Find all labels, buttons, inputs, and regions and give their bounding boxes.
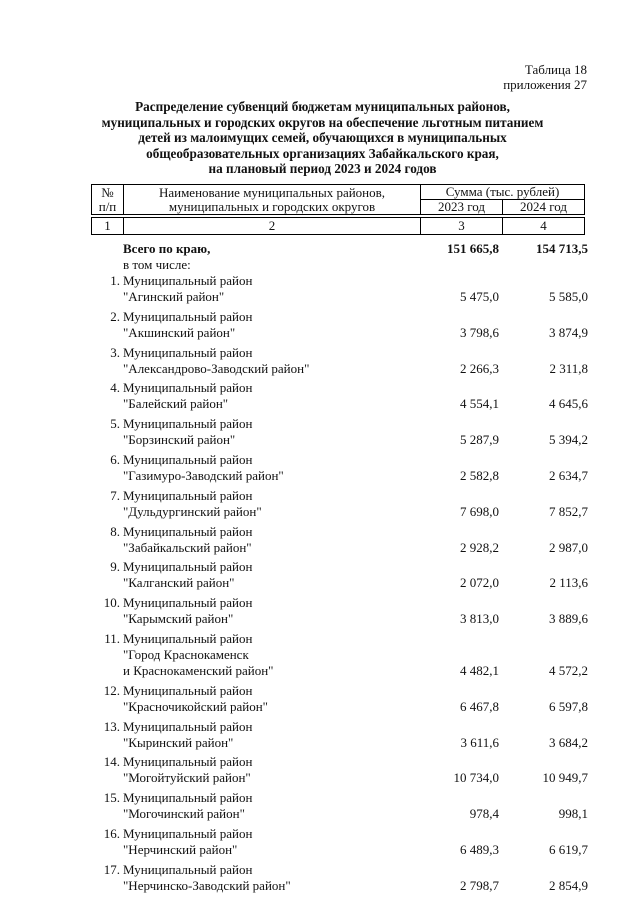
- row-number: 14.: [103, 754, 120, 770]
- table-row: [0, 683, 640, 715]
- row-number: 10.: [103, 595, 120, 611]
- table-row: [0, 754, 640, 786]
- row-number: 11.: [104, 630, 120, 646]
- table-row: [0, 416, 640, 448]
- value-2023: 2 582,8: [460, 467, 499, 483]
- row-name-line: Муниципальный район: [123, 416, 253, 432]
- row-name-line: Муниципальный район: [123, 344, 253, 360]
- value-2024: 4 572,2: [549, 662, 588, 678]
- row-name-line: "Могочинский район": [123, 806, 245, 822]
- row-name-line: "Газимуро-Заводский район": [123, 467, 284, 483]
- value-2024: 2 854,9: [549, 877, 588, 893]
- value-2024: 2 113,6: [549, 575, 588, 591]
- row-number: 12.: [103, 682, 120, 698]
- value-2024: 998,1: [558, 806, 588, 822]
- header-year-2024: 2024 год: [503, 200, 585, 215]
- row-name-line: и Краснокаменский район": [123, 662, 274, 678]
- value-2024: 2 311,8: [549, 360, 588, 376]
- row-name-line: Муниципальный район: [123, 825, 253, 841]
- value-2024: 4 645,6: [549, 396, 588, 412]
- row-name-line: "Нерчинский район": [123, 841, 238, 857]
- header-name: Наименование муниципальных районов, муниципальных и городских округов: [124, 185, 421, 215]
- row-name-line: "Борзинский район": [123, 432, 236, 448]
- value-2023: 2 928,2: [460, 539, 499, 555]
- row-number: 15.: [103, 790, 120, 806]
- row-number: 2.: [110, 308, 120, 324]
- table-row: [0, 273, 640, 305]
- value-2023: 7 698,0: [460, 503, 499, 519]
- table-row: [0, 452, 640, 484]
- value-2023: 2 798,7: [460, 877, 499, 893]
- header-sum: Сумма (тыс. рублей): [421, 185, 585, 200]
- row-name-line: Муниципальный район: [123, 682, 253, 698]
- value-2024: 10 949,7: [542, 770, 588, 786]
- value-2024: 3 684,2: [549, 734, 588, 750]
- value-2023: 3 611,6: [460, 734, 499, 750]
- title-line: детей из малоимущих семей, обучающихся в муниципальных: [138, 130, 507, 146]
- row-name-line: "Красночикойский район": [123, 698, 268, 714]
- value-2023: 6 489,3: [460, 841, 499, 857]
- row-name-line: "Забайкальский район": [123, 539, 252, 555]
- value-2023: 10 734,0: [453, 770, 499, 786]
- value-2023: 3 798,6: [460, 324, 499, 340]
- row-number: 6.: [110, 451, 120, 467]
- row-number: 3.: [110, 344, 120, 360]
- value-2023: 4 554,1: [460, 396, 499, 412]
- row-name-line: Муниципальный район: [123, 790, 253, 806]
- table-header: [91, 184, 585, 235]
- value-2024: 5 585,0: [549, 289, 588, 304]
- title-line: общеобразовательных организациях Забайкальского края,: [146, 145, 499, 161]
- table-row: [0, 488, 640, 520]
- row-number: 16.: [103, 825, 120, 841]
- table-number: Таблица 18: [524, 62, 587, 77]
- column-number-4: 4: [503, 218, 585, 235]
- row-name-line: "Александрово-Заводский район": [123, 360, 310, 376]
- value-2024: 3 874,9: [549, 324, 588, 340]
- value-2024: 6 597,8: [549, 698, 588, 714]
- value-2023: 6 467,8: [460, 698, 499, 714]
- column-number-1: 1: [92, 218, 124, 235]
- column-number-3: 3: [421, 218, 503, 235]
- table-reference: [503, 62, 587, 92]
- value-2023: 2 072,0: [460, 575, 499, 591]
- row-name-line: Муниципальный район: [123, 523, 253, 539]
- value-2023: 4 482,1: [460, 662, 499, 678]
- row-name-line: Муниципальный район: [123, 754, 253, 770]
- title-line: муниципальных и городских округов на обеспечение льготным питанием: [101, 114, 544, 130]
- row-name-line: "Город Краснокаменск: [123, 646, 249, 662]
- total-2023: 151 665,8: [447, 241, 499, 256]
- row-number: 5.: [110, 416, 120, 432]
- value-2024: 2 987,0: [549, 539, 588, 555]
- document-title: [95, 99, 550, 177]
- total-row: [0, 241, 640, 273]
- row-name-line: "Кыринский район": [123, 734, 234, 750]
- total-label: Всего по краю,: [123, 241, 211, 256]
- row-name-line: "Нерчинско-Заводский район": [123, 877, 291, 893]
- header-number: № п/п: [92, 185, 124, 215]
- including-label: в том числе:: [123, 257, 191, 272]
- row-name-line: Муниципальный район: [123, 861, 253, 877]
- value-2023: 3 813,0: [460, 611, 499, 627]
- row-number: 13.: [103, 718, 120, 734]
- table-row: [0, 345, 640, 377]
- table-row: [0, 595, 640, 627]
- row-name-line: Муниципальный район: [123, 630, 253, 646]
- row-name-line: "Калганский район": [123, 575, 235, 591]
- value-2024: 5 394,2: [549, 432, 588, 448]
- row-name-line: "Дульдургинский район": [123, 503, 262, 519]
- row-number: 1.: [110, 273, 120, 288]
- value-2024: 3 889,6: [549, 611, 588, 627]
- value-2023: 978,4: [469, 806, 499, 822]
- value-2024: 2 634,7: [549, 467, 588, 483]
- row-name-line: Муниципальный район: [123, 487, 253, 503]
- value-2024: 7 852,7: [549, 503, 588, 519]
- total-2024: 154 713,5: [536, 241, 588, 256]
- row-name-line: Муниципальный район: [123, 595, 253, 611]
- table-body: [0, 241, 640, 898]
- row-number: 9.: [110, 559, 120, 575]
- table-row: [0, 719, 640, 751]
- table-row: [0, 559, 640, 591]
- table-row: [0, 631, 640, 679]
- row-name-line: Муниципальный район: [123, 718, 253, 734]
- row-name-line: Муниципальный район: [123, 273, 253, 288]
- table-row: [0, 524, 640, 556]
- row-name-line: "Карымский район": [123, 611, 234, 627]
- row-name-line: "Могойтуйский район": [123, 770, 251, 786]
- row-name-line: "Агинский район": [123, 289, 225, 304]
- row-name-line: Муниципальный район: [123, 451, 253, 467]
- value-2023: 2 266,3: [460, 360, 499, 376]
- column-number-2: 2: [124, 218, 421, 235]
- row-name-line: "Балейский район": [123, 396, 229, 412]
- row-name-line: Муниципальный район: [123, 308, 253, 324]
- table-row: [0, 380, 640, 412]
- row-number: 4.: [110, 380, 120, 396]
- value-2024: 6 619,7: [549, 841, 588, 857]
- title-line: Распределение субвенций бюджетам муниципальных районов,: [135, 99, 510, 114]
- table-row: [0, 862, 640, 894]
- title-line: на плановый период 2023 и 2024 годов: [208, 161, 437, 177]
- row-name-line: "Акшинский район": [123, 324, 236, 340]
- table-row: [0, 790, 640, 822]
- table-row: [0, 309, 640, 341]
- header-year-2023: 2023 год: [421, 200, 503, 215]
- row-name-line: Муниципальный район: [123, 380, 253, 396]
- table-row: [0, 826, 640, 858]
- appendix-number: приложения 27: [503, 77, 587, 92]
- value-2023: 5 287,9: [460, 432, 499, 448]
- value-2023: 5 475,0: [460, 289, 499, 304]
- row-number: 7.: [110, 487, 120, 503]
- row-number: 8.: [110, 523, 120, 539]
- row-name-line: Муниципальный район: [123, 559, 253, 575]
- row-number: 17.: [103, 861, 120, 877]
